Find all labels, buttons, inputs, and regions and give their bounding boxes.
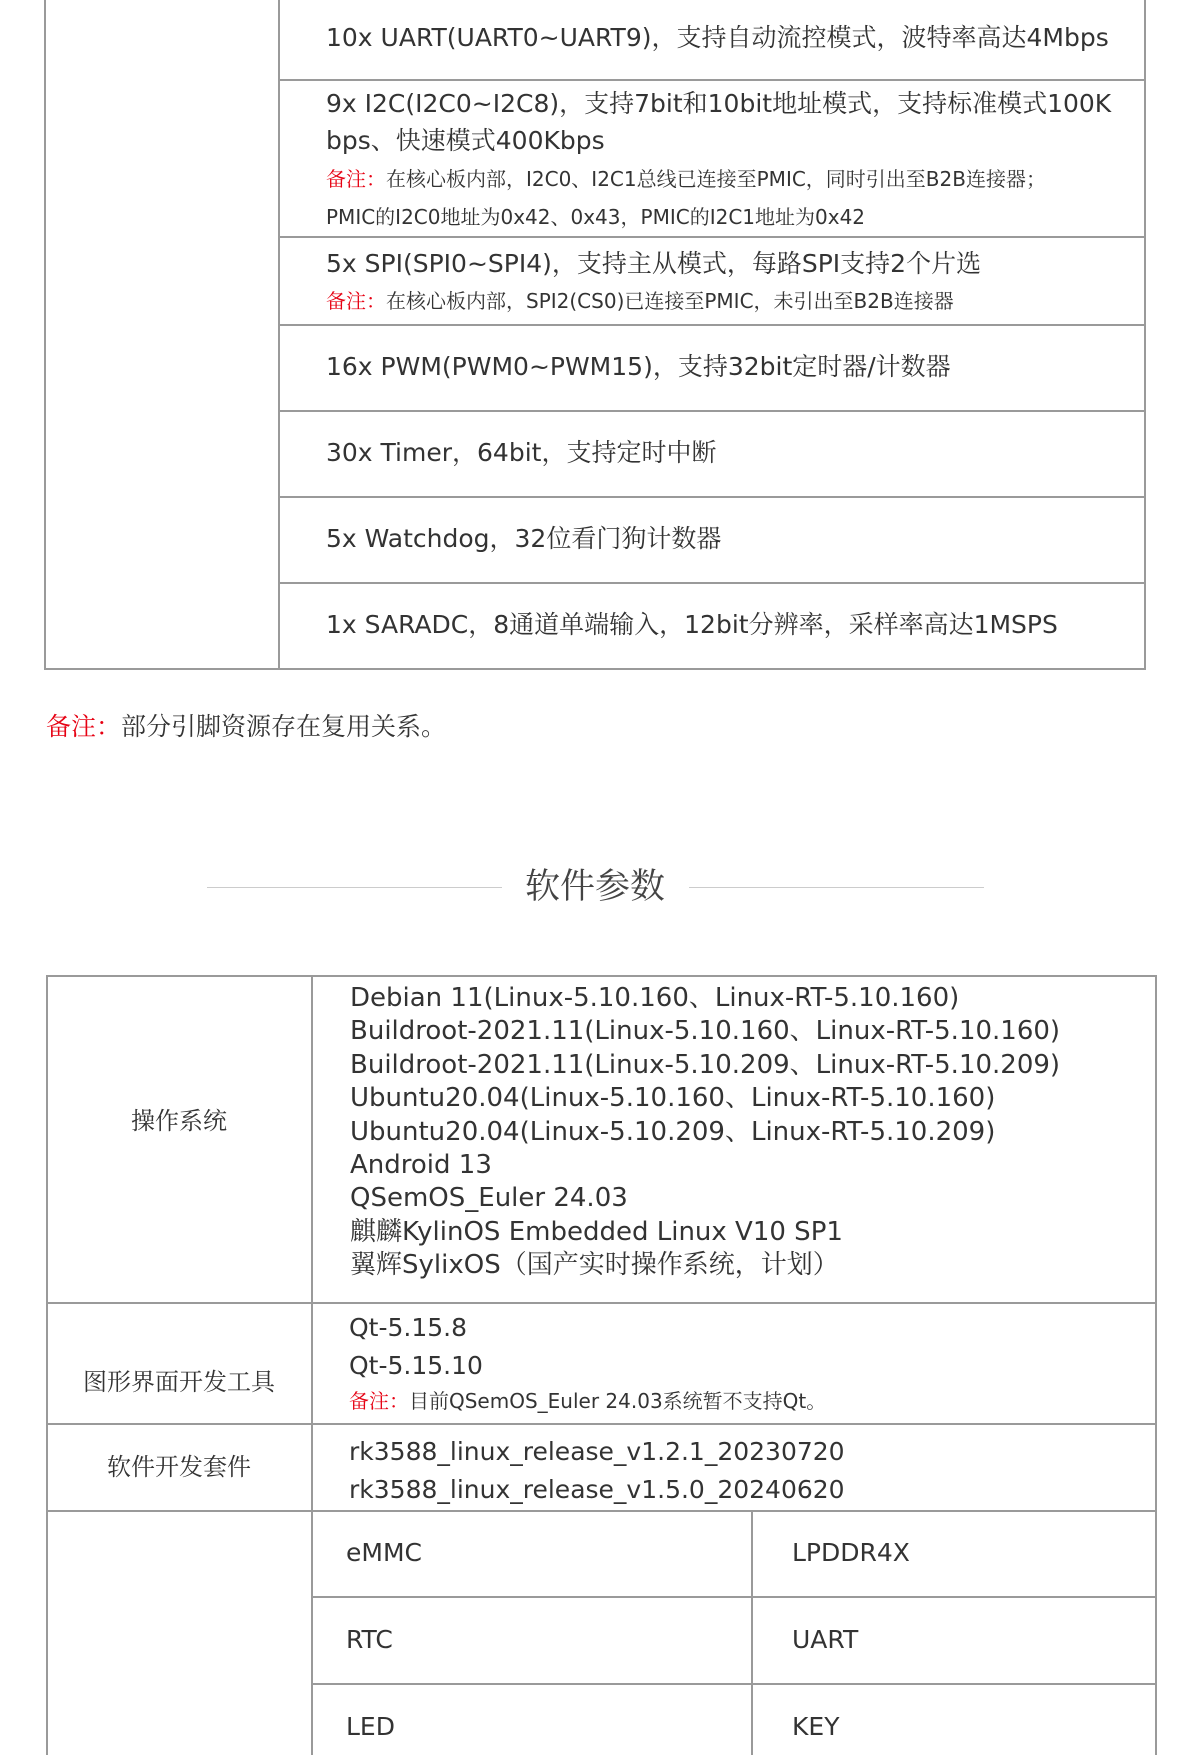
pin-multiplex-note [46, 709, 446, 745]
i2c-note-text: 在核心板内部，I2C0、I2C1总线已连接至PMIC，同时引出至B2B连接器； [386, 167, 1046, 191]
driver-lpddr4x: LPDDR4X [792, 1538, 910, 1567]
sdk-item: rk3588_linux_release_v1.2.1_20230720 [349, 1437, 845, 1466]
driver-led: LED [346, 1712, 395, 1741]
spi-spec: 5x SPI(SPI0~SPI4)，支持主从模式，每路SPI支持2个片选 [326, 249, 982, 278]
spi-note-text: 在核心板内部，SPI2(CS0)已连接至PMIC，未引出至B2B连接器 [386, 289, 954, 313]
i2c-note-line2: PMIC的I2C0地址为0x42、0x43，PMIC的I2C1地址为0x42 [326, 205, 866, 229]
driver-emmc: eMMC [346, 1538, 422, 1567]
note-label: 备注： [326, 167, 386, 191]
saradc-spec: 1x SARADC，8通道单端输入，12bit分辨率，采样率高达1MSPS [326, 610, 1058, 639]
gui-note-text: 目前QSemOS_Euler 24.03系统暂不支持Qt。 [409, 1389, 827, 1413]
i2c-spec-line2: bps、快速模式400Kbps [326, 126, 605, 155]
i2c-spec-line1: 9x I2C(I2C0~I2C8)，支持7bit和10bit地址模式，支持标准模式100K [326, 89, 1112, 118]
os-item: QSemOS_Euler 24.03 [350, 1183, 628, 1214]
title-divider-right [689, 887, 984, 888]
section-title: 软件参数 [524, 867, 665, 907]
os-item: Ubuntu20.04(Linux-5.10.209、Linux-RT-5.10.209) [350, 1116, 996, 1147]
pin-note-text: 部分引脚资源存在复用关系。 [121, 712, 447, 741]
title-divider-left [207, 887, 502, 888]
uart-spec: 10x UART(UART0~UART9)，支持自动流控模式，波特率高达4Mbps [326, 23, 1109, 52]
i2c-note-line1 [326, 164, 1046, 194]
gui-note [349, 1386, 826, 1416]
os-item: 翼辉SylixOS（国产实时操作系统，计划） [350, 1250, 839, 1281]
pwm-spec: 16x PWM(PWM0~PWM15)，支持32bit定时器/计数器 [326, 352, 951, 381]
os-list [350, 982, 1060, 1283]
sdk-item: rk3588_linux_release_v1.5.0_20240620 [349, 1475, 845, 1504]
sdk-label: 软件开发套件 [107, 1453, 251, 1481]
gui-label: 图形界面开发工具 [83, 1368, 275, 1396]
os-label: 操作系统 [131, 1107, 227, 1135]
spi-note [326, 286, 954, 316]
os-item: Buildroot-2021.11(Linux-5.10.209、Linux-RT-5.10.209) [350, 1049, 1061, 1080]
driver-rtc: RTC [346, 1625, 393, 1654]
driver-key: KEY [792, 1712, 840, 1741]
note-label: 备注： [326, 289, 386, 313]
gui-item: Qt-5.15.8 [349, 1313, 468, 1342]
os-item: 麒麟KylinOS Embedded Linux V10 SP1 [350, 1216, 843, 1247]
os-item: Android 13 [350, 1150, 492, 1181]
driver-uart: UART [792, 1625, 859, 1654]
note-label: 备注： [349, 1389, 409, 1413]
os-item: Ubuntu20.04(Linux-5.10.160、Linux-RT-5.10.160) [350, 1083, 996, 1114]
timer-spec: 30x Timer，64bit，支持定时中断 [326, 438, 717, 467]
os-item: Buildroot-2021.11(Linux-5.10.160、Linux-RT-5.10.160) [350, 1016, 1061, 1047]
watchdog-spec: 5x Watchdog，32位看门狗计数器 [326, 524, 722, 553]
gui-item: Qt-5.15.10 [349, 1351, 483, 1380]
os-item: Debian 11(Linux-5.10.160、Linux-RT-5.10.160) [350, 983, 960, 1013]
note-label: 备注： [46, 712, 122, 741]
